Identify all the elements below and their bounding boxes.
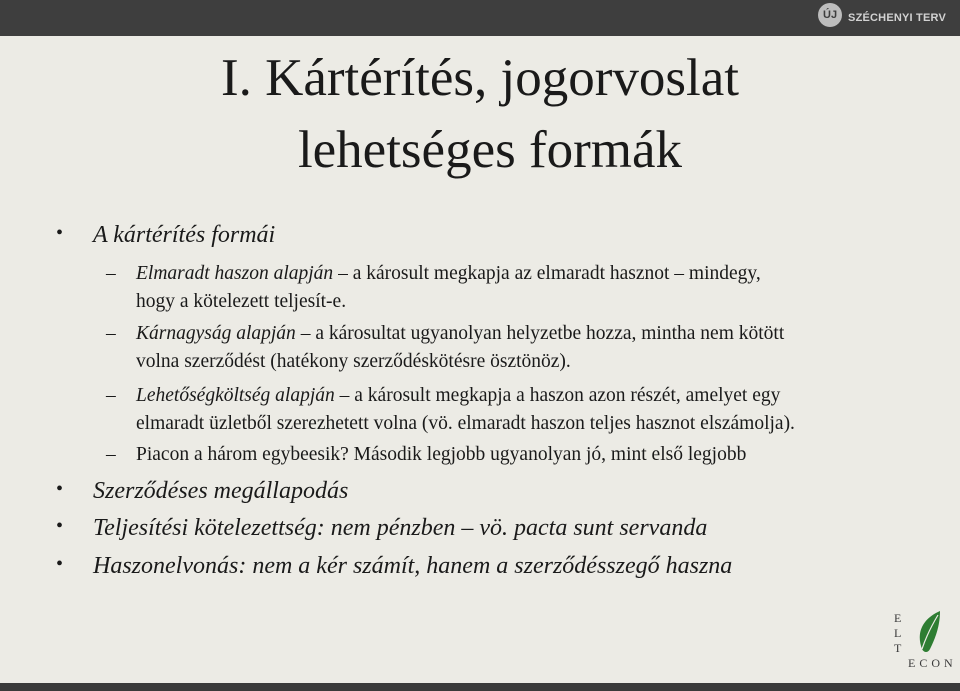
sub-item-text-cont: volna szerződést (hatékony szerződéskötésre ösztönöz). (136, 351, 571, 372)
dash-icon: – (106, 385, 116, 406)
leaf-icon (910, 609, 950, 655)
sub-item (106, 441, 926, 469)
sub-item-italic: Kárnagyság alapján (136, 323, 296, 344)
elte-econ-logo (894, 611, 957, 675)
bullet-icon: • (56, 222, 64, 244)
bullet-text: A kártérítés formái (93, 222, 276, 248)
dash-icon: – (106, 323, 116, 344)
elte-letter-t: T (894, 641, 902, 655)
sub-item-text: – a károsult megkapja a haszon azon részét, amelyet egy (334, 385, 781, 406)
bullet-item (56, 515, 708, 542)
bullet-text: Haszonelvonás: nem a kér számít, hanem a szerződésszegő haszna (93, 553, 733, 579)
sub-item-text-cont: hogy a kötelezett teljesít-e. (136, 291, 347, 312)
slide-title-line-2: lehetséges formák (297, 121, 683, 179)
elte-letters (894, 611, 901, 656)
sub-item-text: – a károsult megkapja az elmaradt hasznot – mindegy, (333, 263, 761, 284)
sub-item-italic: Lehetőségköltség alapján (136, 385, 335, 406)
szechenyi-terv-logo (818, 0, 946, 36)
sub-item (106, 320, 926, 376)
econ-word: ECON (908, 656, 957, 670)
bottom-bar (0, 683, 960, 691)
elte-letter-l: L (894, 626, 902, 640)
sub-item-text-cont: elmaradt üzletből szerezhetett volna (vö. elmaradt haszon teljes hasznot elszámolja). (136, 413, 795, 434)
top-bar (0, 0, 960, 36)
bullet-item (56, 478, 349, 505)
bullet-icon: • (56, 553, 64, 575)
dash-icon: – (106, 444, 116, 465)
dash-icon: – (106, 263, 116, 284)
slide-title-line-1: I. Kártérítés, jogorvoslat (220, 49, 740, 107)
szechenyi-logo-text: SZÉCHENYI TERV (848, 12, 946, 24)
sub-item-text: – a károsultat ugyanolyan helyzetbe hozza, mintha nem kötött (295, 323, 785, 344)
slide-title (0, 42, 960, 186)
sub-item (106, 260, 926, 316)
sub-item (106, 382, 926, 438)
elte-letter-e: E (894, 611, 902, 625)
bullet-icon: • (56, 478, 64, 500)
bullet-item (56, 553, 733, 580)
bullet-icon: • (56, 515, 64, 537)
sub-item-italic: Elmaradt haszon alapján (136, 263, 334, 284)
sub-item-text: Piacon a három egybeesik? Második legjobb ugyanolyan jó, mint első legjobb (136, 444, 747, 465)
bullet-item (56, 222, 276, 249)
bullet-text: Teljesítési kötelezettség: nem pénzben – vö. pacta sunt servanda (93, 515, 708, 541)
szechenyi-badge-icon: ÚJ (818, 3, 842, 27)
bullet-text: Szerződéses megállapodás (93, 478, 349, 504)
